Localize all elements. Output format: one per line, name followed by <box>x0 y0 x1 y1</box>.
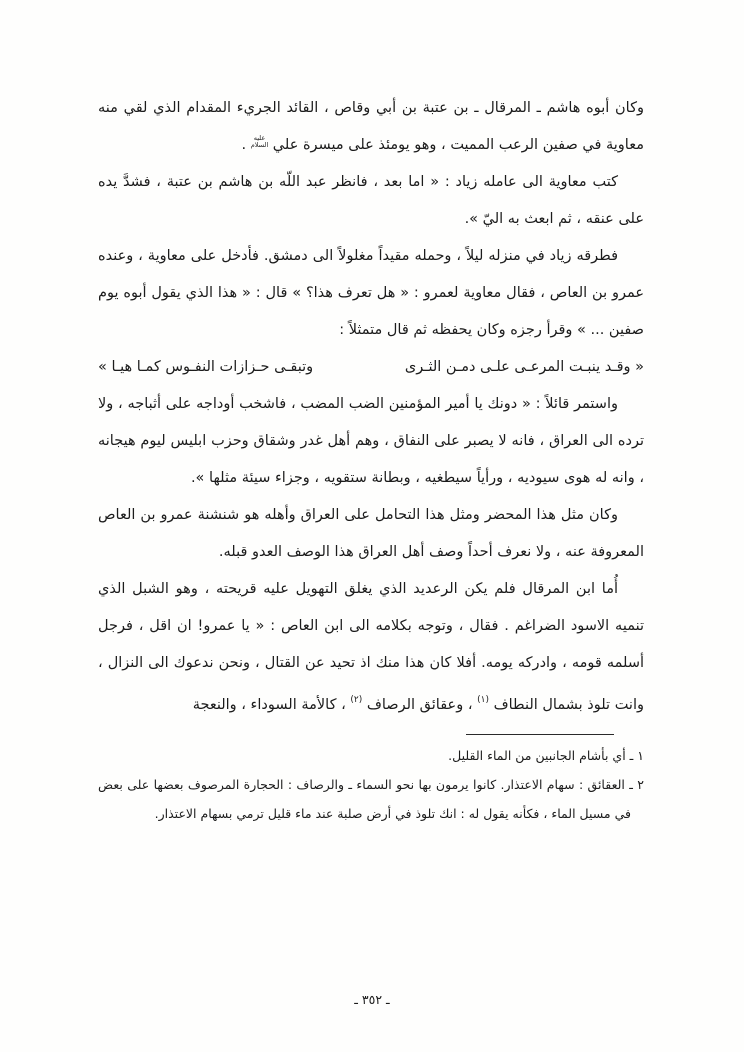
verse-couplet <box>98 349 644 386</box>
paragraph-7-text-a: أُما ابن المرقال فلم يكن الرعديد الذي يغلق التهويل عليه قريحته ، وهو الشبل الذي تنميه الاسود الضراغم . فقال ، وتوجه بكلامه الى ابن العاص : « يا عمرو! ان اقل ، فرجل أسلمه قومه ، وادركه يومه. أفلا كان هذا منك اذ تحيد عن القتال ، ونحن ندعوك الى النزال ، وانت تلوذ بشمال النطاف <box>98 581 644 713</box>
honorific-top: عليه <box>253 133 266 142</box>
paragraph-1-end: . <box>241 137 251 153</box>
paragraph-7 <box>98 571 644 724</box>
paragraph-7-text-c: ، كالأمة السوداء ، والنعجة <box>192 697 351 713</box>
body-text <box>98 90 644 828</box>
footnote-2: ٢ ـ العقائق : سهام الاعتذار. كانوا يرمون بها نحو السماء ـ والرصاف : الحجارة المرصوف بعضها على بعض في مسيل الماء ، فكأنه يقول له : انك تلوذ في أرض صلبة عند ماء قليل ترمي بسهام الاعتذار. <box>98 777 644 821</box>
page-number: ـ ٣٥٢ ـ <box>354 992 390 1007</box>
footnote-1: ١ ـ أي بأشام الجانبين من الماء القليل. <box>448 748 644 763</box>
honorific-alayhis-salam <box>251 135 269 149</box>
footnote-ref-2: (٢) <box>350 695 363 705</box>
paragraph-7-text-b: ، وعقائق الرصاف <box>362 697 478 713</box>
footnote-ref-1: (١) <box>477 695 489 705</box>
paragraph-2: كتب معاوية الى عامله زياد : « اما بعد ، فانظر عبد اللّه بن هاشم بن عتبة ، فشدَّ يده على عنقه ، ثم ابعث به اليّ ». <box>98 174 644 227</box>
paragraph-6: وكان مثل هذا المحضر ومثل هذا التحامل على العراق وأهله هو شنشنة عمرو بن العاص المعروفة عنه ، ولا نعرف أحداً وصف أهل العراق هذا الوصف العدو قبله. <box>98 507 644 560</box>
paragraph-5: واستمر قائلاً : « دونك يا أمير المؤمنين الضب المضب ، فاشخب أوداجه على أثباجه ، ولا ترده الى العراق ، فانه لا يصبر على النفاق ، وهم أهل غدر وشقاق وحزب ابليس ليوم هيجانه ، وانه له هوى سيوديه ، ورأياً سيطغيه ، وبطانة ستقويه ، وجزاء سيئة مثلها ». <box>98 396 644 486</box>
paragraph-3: فطرقه زياد في منزله ليلاً ، وحمله مقيداً مغلولاً الى دمشق. فأدخل على معاوية ، وعنده عمرو بن العاص ، فقال معاوية لعمرو : « هل تعرف هذا؟ » قال : « هذا الذي يقول أبوه يوم صفين ... » وقرأ رجزه وكان يحفظه ثم قال متمثلاً : <box>98 248 644 338</box>
honorific-bottom: السلام <box>250 141 269 149</box>
verse-hemistich-left: وتبقـى حـزازات النفـوس كمـا هيـا » <box>98 359 314 375</box>
paragraph-1 <box>98 90 644 164</box>
paragraph-1-text: وكان أبوه هاشم ـ المرقال ـ بن عتبة بن أبي وقاص ، القائد الجريء المقدام الذي لقي منه معاوية في صفين الرعب المميت ، وهو يومئذ على ميسرة علي <box>98 100 644 153</box>
verse-hemistich-right: « وقـد ينبـت المرعـى علـى دمـن الثـرى <box>404 359 644 375</box>
footnote-separator <box>466 734 614 735</box>
footnotes-section <box>98 741 644 828</box>
